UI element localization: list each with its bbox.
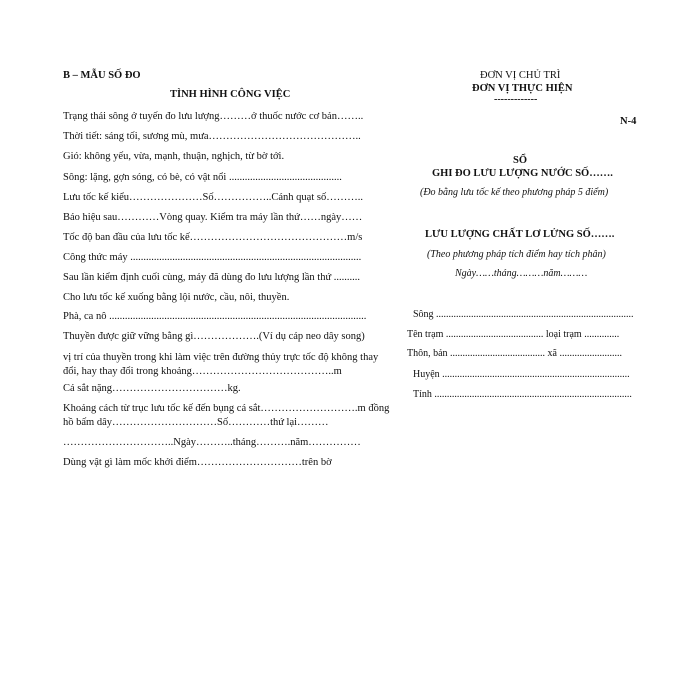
form-line-date: …………………………..Ngày………..tháng……….năm……………	[63, 437, 361, 448]
book-subtitle: GHI ĐO LƯU LƯỢNG NƯỚC SỐ…….	[432, 168, 613, 179]
form-line-initial-speed: Tốc độ ban đầu của lưu tốc kế………………………………………m/s	[63, 232, 363, 243]
field-district: Huyện ...........................................................................	[413, 369, 630, 380]
form-line-boat-position-1: vị trí của thuyền trong khi làm việc trên đường thủy trực tốc độ không thay	[63, 352, 379, 363]
form-line-marker: Dùng vật gì làm mốc khởi điểm…………………………trên bờ	[63, 457, 332, 468]
section-title: B – MẪU SỐ ĐO	[63, 70, 141, 81]
form-line-signal: Báo hiệu sau…………Vòng quay. Kiểm tra máy lần thứ……ngày……	[63, 212, 363, 223]
flow-note: (Theo phương pháp tích điểm hay tích phân)	[427, 249, 606, 260]
section-subtitle: TÌNH HÌNH CÔNG VIỆC	[170, 89, 291, 100]
field-province: Tỉnh ...............................................................................	[413, 389, 632, 400]
form-line-distance-2: hồ bấm dây…………………………Số…………thứ lại………	[63, 417, 329, 428]
form-line-lowering: Cho lưu tốc kế xuống bằng lội nước, cầu, nôi, thuyền.	[63, 292, 290, 303]
header-divider: -------------	[494, 94, 538, 105]
flow-title: LƯU LƯỢNG CHẤT LƠ LỬNG SỐ…….	[425, 229, 615, 240]
field-river: Sông ...............................................................................	[413, 309, 634, 320]
date-line: Ngày……tháng………năm………	[455, 268, 588, 279]
form-line-last-calibration: Sau lần kiểm định cuối cùng, máy đã dùng đo lưu lượng lần thứ ..........	[63, 272, 361, 283]
form-line-waves: Sông: lặng, gợn sóng, có bè, có vật nổi ...........................................	[63, 172, 342, 183]
header-host-unit: ĐƠN VỊ CHỦ TRÌ	[480, 70, 561, 81]
form-line-meter-type: Lưu tốc kế kiểu…………………Số……………..Cánh quạt số………..	[63, 192, 363, 203]
field-station: Tên trạm ....................................... loại trạm ..............	[407, 329, 620, 340]
form-line-wind: Gió: không yếu, vừa, mạnh, thuận, nghịch, từ bờ tới.	[63, 151, 285, 162]
header-exec-unit: ĐƠN VỊ THỰC HIỆN	[472, 83, 573, 94]
form-line-ferry: Phà, ca nô ..................................................................................................	[63, 311, 367, 322]
field-village: Thôn, bản ...................................... xã .........................	[407, 348, 622, 359]
form-line-formula: Công thức máy ........................................................................................	[63, 252, 362, 263]
book-title: SỔ	[513, 155, 528, 166]
form-line-distance-1: Khoảng cách từ trục lưu tốc kế đến bụng cá sắt……………………….m đồng	[63, 403, 390, 414]
form-line-weather: Thời tiết: sáng tối, sương mù, mưa……………………………………..	[63, 131, 361, 142]
form-code: N-4	[620, 116, 637, 127]
form-line-weight: Cá sắt nặng……………………………kg.	[63, 383, 241, 394]
form-line-boat-position-2: đổi, hay thay đổi trong khoảng…………………………………..m	[63, 366, 342, 377]
form-line-river-state: Trạng thái sông ở tuyến đo lưu lượng………ở thuốc nước cơ bản……..	[63, 111, 364, 122]
book-note: (Đo bằng lưu tốc kế theo phương pháp 5 điểm)	[420, 187, 609, 198]
form-line-boat-hold: Thuyền được giữ vững bằng gì……………….(Ví dụ cáp neo dây song)	[63, 331, 365, 342]
